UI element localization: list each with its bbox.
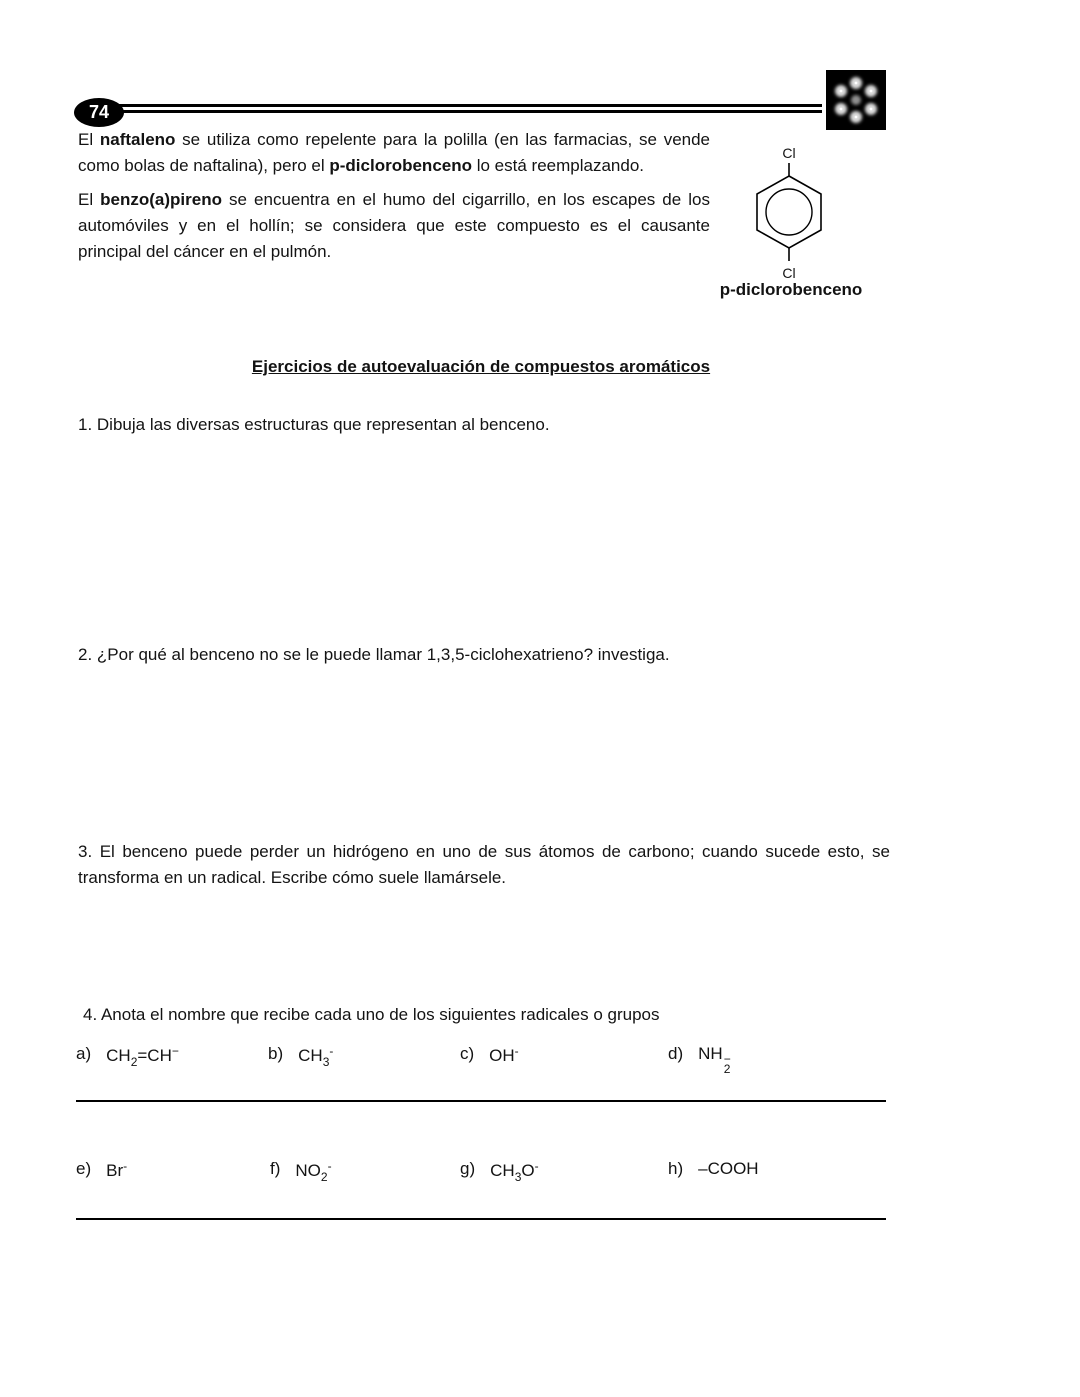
benzene-electron-density-image [826,70,886,130]
header-rule [110,104,822,113]
question-3: 3. El benceno puede perder un hidrógeno en uno de sus átomos de carbono; cuando sucede esto, se transforma en un radical. Escribe cómo suele llamársele. [78,842,890,887]
text-segment: se encuentra en el humo del cigarrillo, en los escapes de los automóviles y en el hollín; se considera que este compuesto es el causante principal del cáncer en el pulmón. [78,190,710,261]
structure-caption: p-diclorobenceno [719,280,863,299]
text-segment: se utiliza como repelente para la polilla (en las farmacias, se vende como bolas de naftalina), pero el [78,130,711,175]
term-p-diclorobenceno: p-diclorobenceno [329,156,472,175]
benzene-circle [766,189,812,235]
radical-item-h [668,1159,759,1179]
text-segment: El [78,130,100,149]
radical-item-f [270,1159,332,1184]
radical-item-e [76,1159,127,1181]
item-label: c) [460,1044,475,1063]
radical-item-a [76,1044,179,1069]
item-label: b) [268,1044,284,1063]
text-segment: lo está reemplazando. [472,156,644,175]
p-dichlorobenzene-structure [726,140,856,290]
question-4: 4. Anota el nombre que recibe cada uno de los siguientes radicales o grupos [83,1005,660,1024]
formula-methoxy: $CH_3O^-$ [490,1159,539,1184]
formula-bromo: Br- [106,1159,128,1180]
question-2: 2. ¿Por qué al benceno no se le puede llamar 1,3,5-ciclohexatrieno? investiga. [78,645,670,664]
item-label: a) [76,1044,92,1063]
question-1: 1. Dibuja las diversas estructuras que representan al benceno. [78,415,550,434]
paragraph-naftaleno [78,127,710,179]
item-label: d) [668,1044,684,1063]
formula-carboxyl: –COOH [698,1159,759,1178]
page-number-badge: 74 [74,98,124,127]
section-heading: Ejercicios de autoevaluación de compuestos aromáticos [251,357,711,376]
intro-text [78,127,710,265]
answer-line-2 [76,1218,886,1220]
formula-vinyl: $CH_2=CH^-$ [106,1044,179,1069]
radical-item-g [460,1159,539,1184]
item-label: h) [668,1159,684,1178]
text-segment: El [78,190,101,209]
formula-hydroxyl: OH- [489,1044,519,1065]
term-naftaleno: naftaleno [99,130,176,149]
formula-nitro: $NO_2^-$ [295,1159,332,1184]
item-label: g) [460,1159,476,1178]
radical-item-c [460,1044,519,1066]
chlorine-label-bottom: Cl [782,265,796,281]
term-benzoapireno: benzo(a)pireno [100,190,222,209]
item-label: f) [270,1159,281,1178]
formula-methyl: $CH_3^-$ [298,1044,334,1069]
radical-item-d [668,1044,731,1074]
chlorine-label-top: Cl [782,145,796,161]
item-label: e) [76,1159,92,1178]
answer-line-1 [76,1100,886,1102]
radical-item-b [268,1044,333,1069]
paragraph-benzopireno [78,187,710,265]
formula-amino: NH − 2 [698,1044,731,1076]
